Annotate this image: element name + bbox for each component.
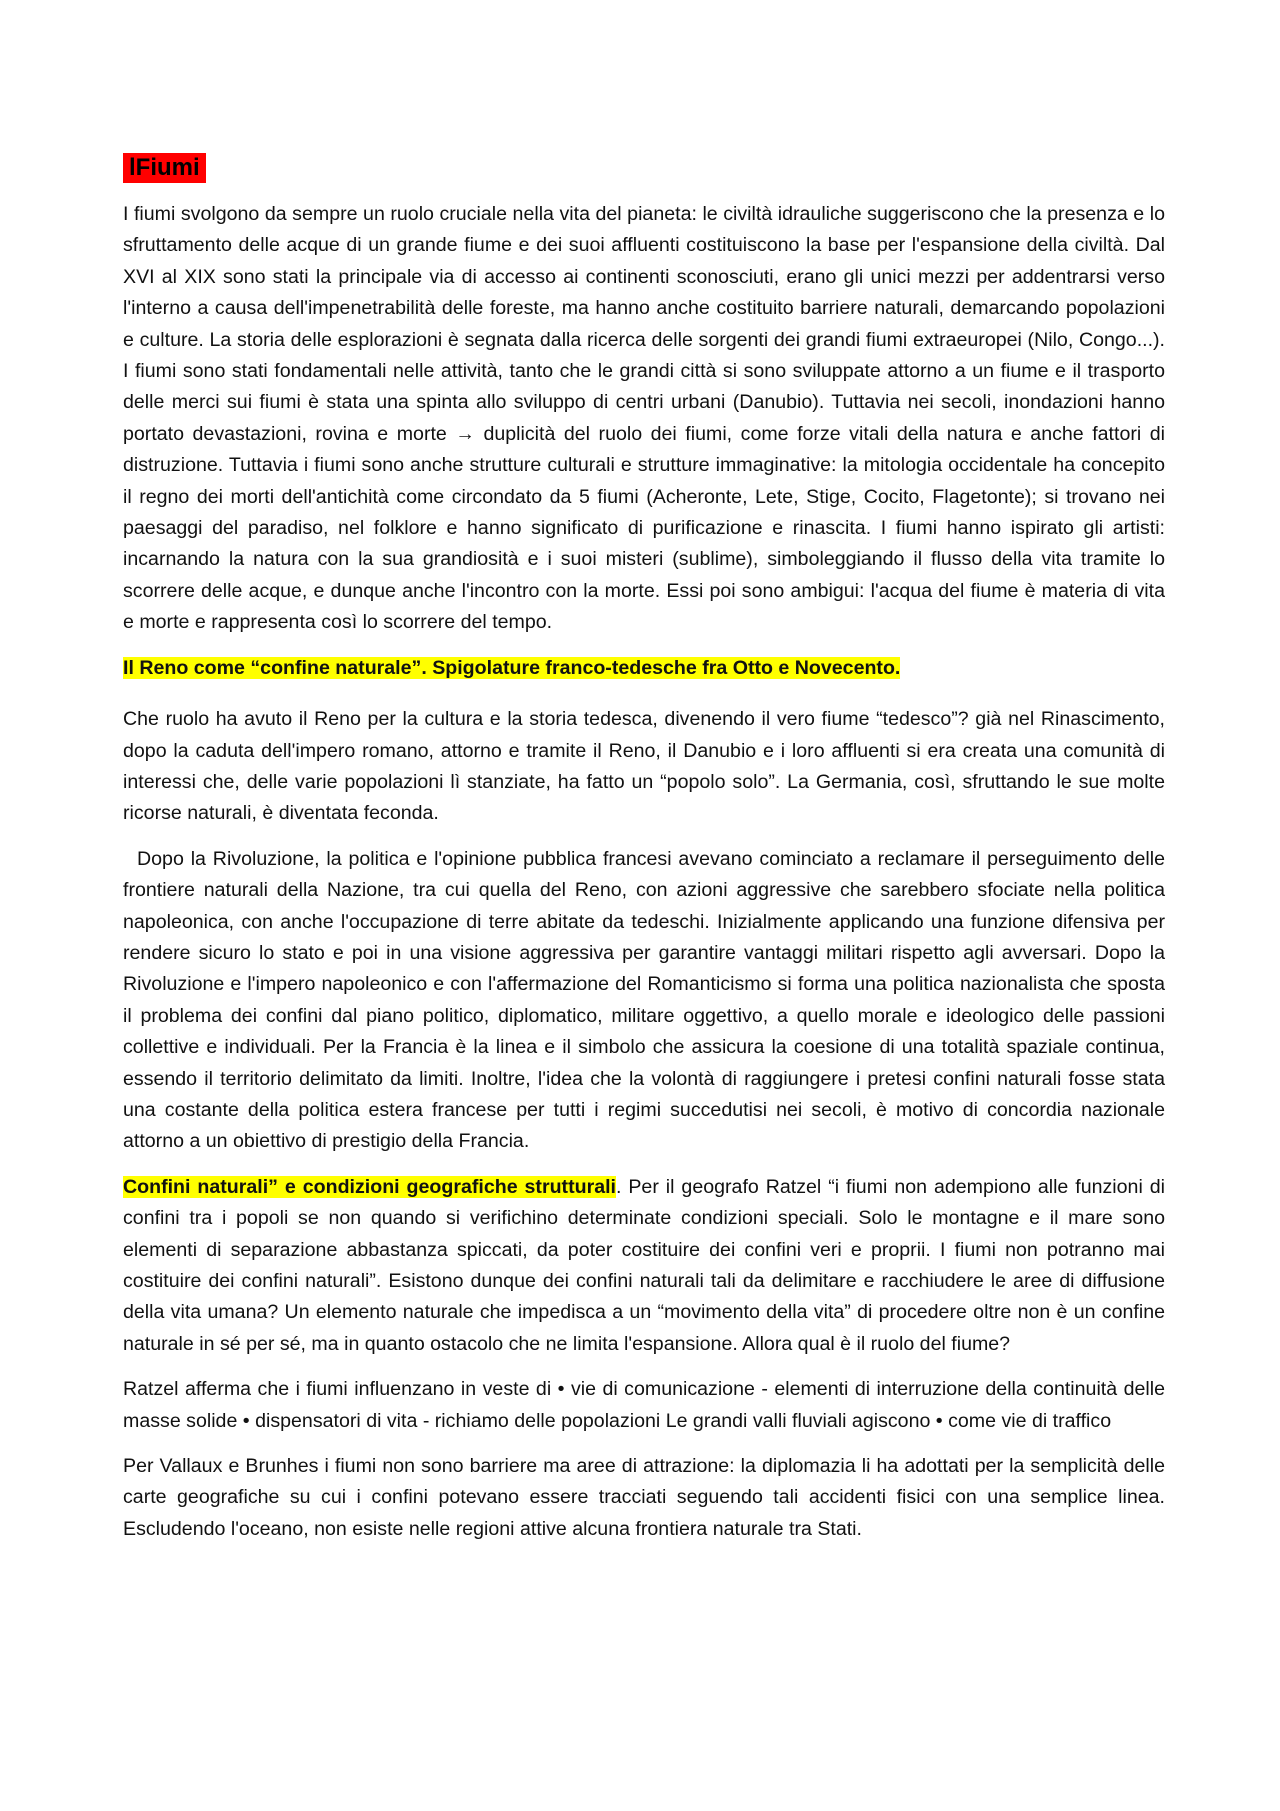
- paragraph-intro: I fiumi svolgono da sempre un ruolo cruciale nella vita del pianeta: le civiltà idrauliche suggeriscono che la presenza e lo sfruttamento delle acque di un grande fiume e dei suoi affluenti costituiscono la base per l'espansione della civiltà. Dal XVI al XIX sono stati la principale via di accesso ai continenti sconosciuti, erano gli unici mezzi per addentrarsi verso l'interno a causa dell'impenetrabilità delle foreste, ma hanno anche costituito barriere naturali, demarcando popolazioni e culture. La storia delle esplorazioni è segnata dalla ricerca delle sorgenti dei grandi fiumi extraeuropei (Nilo, Congo...). I fiumi sono stati fondamentali nelle attività, tanto che le grandi città si sono sviluppate attorno a un fiume e il trasporto delle merci sui fiumi è stata una spinta allo sviluppo di centri urbani (Danubio). Tuttavia nei secoli, inondazioni hanno portato devastazioni, rovina e morte → duplicità del ruolo dei fiumi, come forze vitali della natura e anche fattori di distruzione. Tuttavia i fiumi sono anche strutture culturali e strutture immaginative: la mitologia occidentale ha concepito il regno dei morti dell'antichità come circondato da 5 fiumi (Acheronte, Lete, Stige, Cocito, Flagetonte); si trovano nei paesaggi del paradiso, nel folklore e hanno significato di purificazione e rinascita. I fiumi hanno ispirato gli artisti: incarnando la natura con la sua grandiosità e i suoi misteri (sublime), simboleggiando il flusso della vita tramite lo scorrere delle acque, e dunque anche l'incontro con la morte. Essi poi sono ambigui: l'acqua del fiume è materia di vita e morte e rappresenta così lo scorrere del tempo.: [123, 203, 1165, 634]
- paragraph-vallaux-brunhes: Per Vallaux e Brunhes i fiumi non sono barriere ma aree di attrazione: la diplomazia li ha adottati per la semplicità delle carte geografiche su cui i confini potevano essere tracciati seguendo tali accidenti fisici con una semplice linea. Escludendo l'oceano, non esiste nelle regioni attive alcuna frontiera naturale tra Stati.: [123, 1455, 1165, 1540]
- paragraph-reno: Che ruolo ha avuto il Reno per la cultura e la storia tedesca, divenendo il vero fiume “tedesco”? già nel Rinascimento, dopo la caduta dell'impero romano, attorno e tramite il Reno, il Danubio e i loro affluenti si era creata una comunità di interessi che, delle varie popolazioni lì stanziate, ha fatto un “popolo solo”. La Germania, così, sfruttando le sue molte ricorse naturali, è diventata feconda.: [123, 708, 1165, 825]
- paragraph-ratzel-text: . Per il geografo Ratzel “i fiumi non adempiono alle funzioni di confini tra i popoli se non quando si verifichino determinate condizioni speciali. Solo le montagne e il mare sono elementi di separazione abbastanza spiccati, da poter costituire dei confini veri e proprii. I fiumi non potranno mai costituire dei confini naturali”. Esistono dunque dei confini naturali tali da delimitare e racchiudere le aree di diffusione della vita umana? Un elemento naturale che impedisca a un “movimento della vita” di procedere oltre non è un confine naturale in sé per sé, ma in quanto ostacolo che ne limita l'espansione. Allora qual è il ruolo del fiume?: [123, 1175, 1165, 1355]
- document-title: lFiumi: [123, 153, 206, 183]
- paragraph-ratzel-functions: Ratzel afferma che i fiumi influenzano in veste di • vie di comunicazione - elementi di interruzione della continuità delle masse solide • dispensatori di vita - richiamo delle popolazioni Le grandi valli fluviali agiscono • come vie di traffico: [123, 1378, 1165, 1432]
- section-heading-text: Il Reno come “confine naturale”. Spigolature franco-tedesche fra Otto e Novecento.: [123, 656, 901, 679]
- paragraph-ratzel: [123, 1172, 1165, 1360]
- paragraph-revolution: Dopo la Rivoluzione, la politica e l'opinione pubblica francesi avevano cominciato a reclamare il perseguimento delle frontiere naturali della Nazione, tra cui quella del Reno, con azioni aggressive che sarebbero sfociate nella politica napoleonica, con anche l'occupazione di terre abitate da tedeschi. Inizialmente applicando una funzione difensiva per rendere sicuro lo stato e poi in una visione aggressiva per garantire vantaggi militari rispetto agli avversari. Dopo la Rivoluzione e l'impero napoleonico e con l'affermazione del Romanticismo si forma una politica nazionalista che sposta il problema dei confini dal piano politico, diplomatico, militare oggettivo, a quello morale e ideologico delle passioni collettive e individuali. Per la Francia è la linea e il simbolo che assicura la coesione di una totalità spaziale continua, essendo il territorio delimitato da limiti. Inoltre, l'idea che la volontà di raggiungere i pretesi confini naturali fosse stata una costante della politica estera francese per tutti i regimi succedutisi nei secoli, è motivo di concordia nazionale attorno a un obiettivo di prestigio della Francia.: [123, 847, 1165, 1153]
- document-page: [123, 153, 1165, 1559]
- paragraph-ratzel-highlight: Confini naturali” e condizioni geografiche strutturali: [123, 1175, 616, 1198]
- section-heading: [123, 653, 1165, 684]
